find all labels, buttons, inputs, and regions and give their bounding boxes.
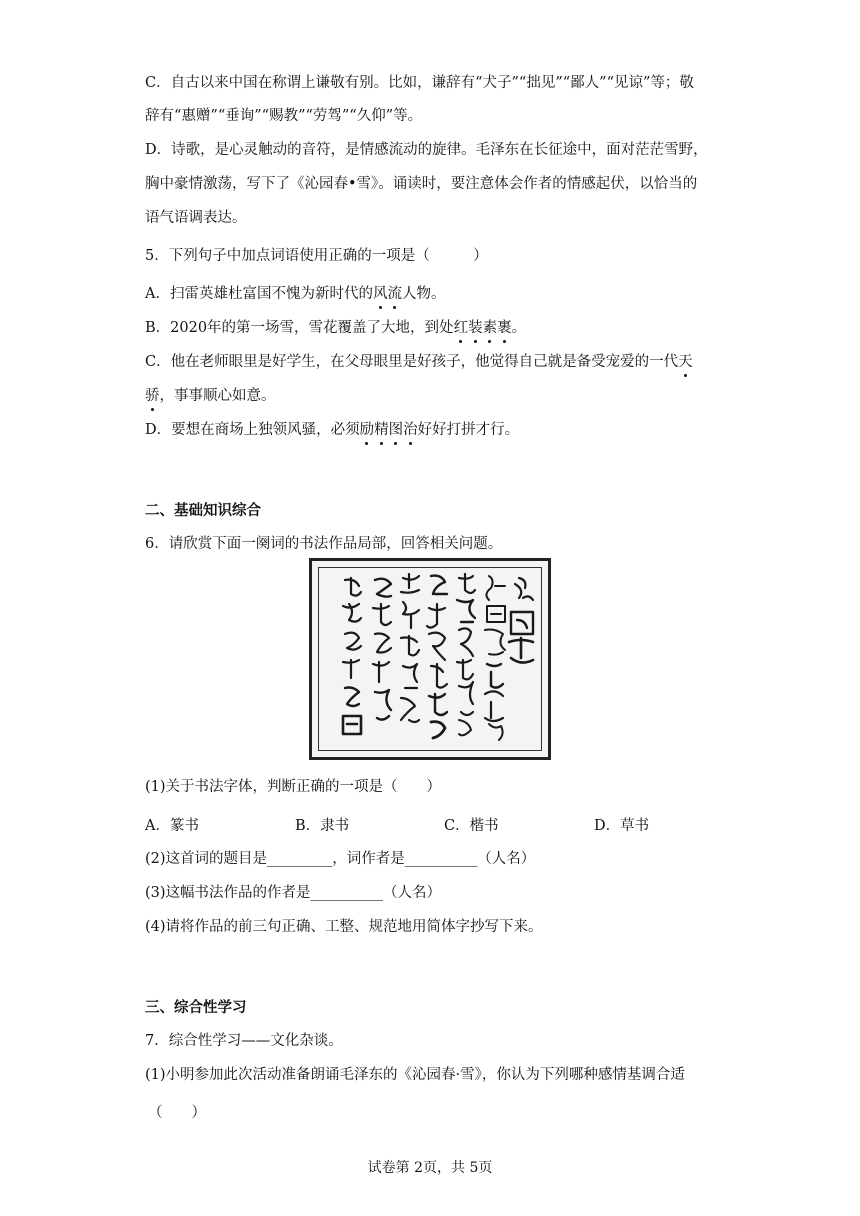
dotted-char: 天 <box>678 354 693 370</box>
q6-option-b: B．隶书 <box>295 818 350 834</box>
q4-option-d-line1: D．诗歌，是心灵触动的音符，是情感流动的旋律。毛泽东在长征途中，面对茫茫雪野， <box>145 142 708 158</box>
q6-sub2: (2)这首词的题目是_________，词作者是__________（人名） <box>145 851 536 867</box>
q6-sub1: (1)关于书法字体，判断正确的一项是（ ） <box>145 779 442 795</box>
calligraphy-image <box>309 558 551 760</box>
q5-option-b <box>145 318 526 338</box>
q7-stem: 7．综合性学习——文化杂谈。 <box>145 1033 343 1049</box>
dotted-char: 裹 <box>497 320 512 336</box>
dotted-char: 装 <box>468 320 483 336</box>
dotted-char: 图 <box>388 422 404 438</box>
section-title-3: 三、综合性学习 <box>145 999 247 1016</box>
dotted-char: 流 <box>387 286 402 302</box>
q6-option-d: D．草书 <box>594 818 650 834</box>
q6-sub3: (3)这幅书法作品的作者是__________（人名） <box>145 885 442 901</box>
dotted-char: 精 <box>374 422 389 438</box>
q4-option-c-line1: C．自古以来中国在称谓上谦敬有别。比如，谦辞有“犬子”“拙见”“鄙人”“见谅”等；敬 <box>145 75 694 91</box>
q4-option-c-line2: 辞有“惠赠”“垂询”“赐教”“劳驾”“久仰”等。 <box>145 108 423 124</box>
dotted-char: 素 <box>482 320 498 336</box>
dotted-char: 治 <box>403 422 418 438</box>
q6-option-c: C．楷书 <box>444 818 499 834</box>
q5-option-c-line2 <box>145 386 276 406</box>
section-title-2: 二、基础知识综合 <box>145 502 261 519</box>
calligraphy-strokes <box>319 568 542 751</box>
dotted-char: 红 <box>453 320 469 336</box>
q6-sub4: (4)请将作品的前三句正确、工整、规范地用简体字抄写下来。 <box>145 919 543 935</box>
q7-sub1-line1: (1)小明参加此次活动准备朗诵毛泽东的《沁园春·雪》，你认为下列哪种感情基调合适 <box>145 1067 685 1083</box>
q5-a-text: A．扫雷英雄杜富国不愧为新时代的 <box>145 286 373 302</box>
page-footer: 试卷第 2页，共 5页 <box>367 1160 493 1176</box>
q5-b-text: B．2020年的第一场雪，雪花覆盖了大地，到处 <box>145 320 454 336</box>
q6-stem: 6．请欣赏下面一阕词的书法作品局部，回答相关问题。 <box>145 536 503 552</box>
q6-option-a: A．篆书 <box>145 818 199 834</box>
dotted-char: 风 <box>372 286 388 302</box>
q5-option-d <box>145 420 519 440</box>
q4-option-d-line3: 语气语调表达。 <box>145 210 247 226</box>
q5-d-text: D．要想在商场上独领风骚，必须 <box>145 422 360 438</box>
q5-b-text-end: 。 <box>511 320 527 336</box>
q5-a-text-end: 人物。 <box>401 286 446 302</box>
q5-option-c-line1 <box>145 352 693 372</box>
q4-option-d-line2: 胸中豪情激荡，写下了《沁园春•雪》。诵读时，要注意体会作者的情感起伏，以恰当的 <box>145 176 698 192</box>
q5-c-text-end: ，事事顺心如意。 <box>159 388 276 404</box>
q5-c-text: C．他在老师眼里是好学生，在父母眼里是好孩子，他觉得自己就是备受宠爱的一代 <box>145 354 679 370</box>
q7-sub1-line2: （ ） <box>148 1105 206 1121</box>
dotted-char: 骄 <box>145 388 160 404</box>
q5-stem: 5．下列句子中加点词语使用正确的一项是（ ） <box>145 248 488 264</box>
dotted-char: 励 <box>359 422 375 438</box>
q5-option-a <box>145 284 445 304</box>
q5-d-text-end: 好好打拼才行。 <box>417 422 520 438</box>
